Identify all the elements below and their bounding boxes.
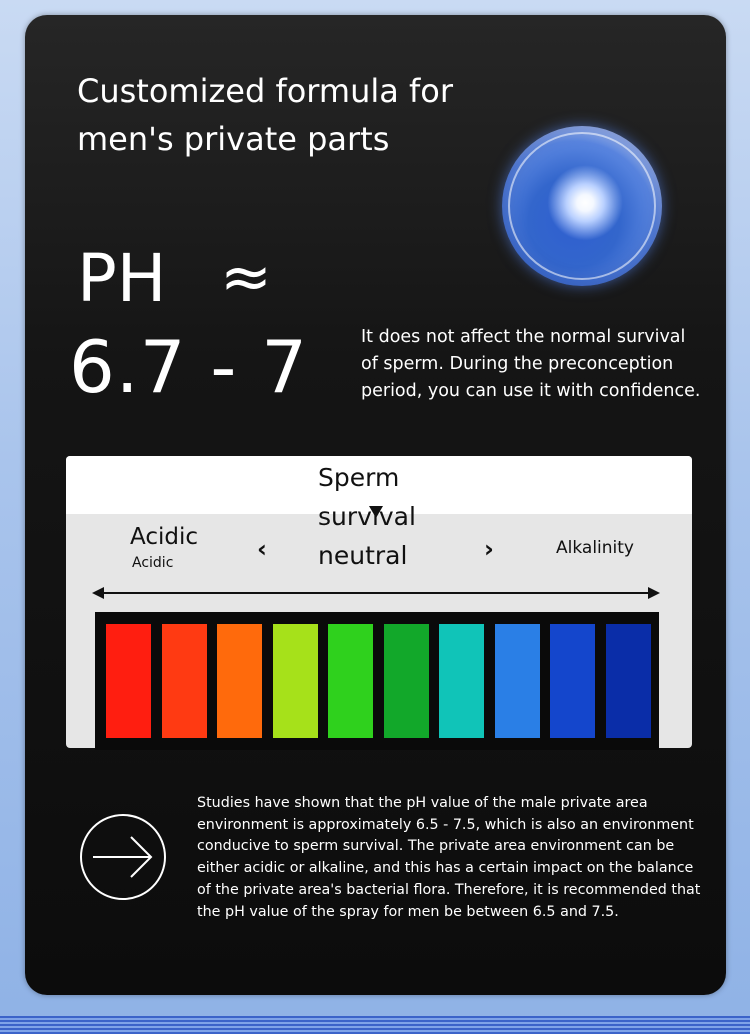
ph-swatch: [106, 624, 151, 738]
acidic-sublabel: Acidic: [132, 555, 174, 571]
headline-line-2: men's private parts: [77, 120, 390, 158]
water-orb-icon: [502, 126, 662, 286]
ph-swatch: [439, 624, 484, 738]
ph-swatch: [550, 624, 595, 738]
center-label-line-1: Sperm: [318, 463, 400, 492]
approx-symbol: ≈: [220, 240, 272, 313]
center-label-line-3: neutral: [318, 541, 408, 570]
alkaline-label: Alkalinity: [556, 538, 634, 558]
ph-swatch: [495, 624, 540, 738]
neutral-center-label: [318, 458, 416, 575]
ph-swatch: [328, 624, 373, 738]
acidic-label: Acidic: [130, 524, 199, 550]
headline-line-1: Customized formula for: [77, 72, 454, 110]
headline: [77, 67, 453, 163]
study-paragraph: Studies have shown that the pH value of the male private area environment is approximately 6.5 - 7.5, which is also an environment conducive to sperm survival. The private area environment can be either acidic or alkaline, and this has a certain impact on the balance of the private area's bacterial flora. Therefore, it is recommended that the pH value of the spray for men be between 6.5 and 7.5.: [197, 795, 701, 920]
ph-label: PH: [77, 240, 167, 317]
center-label-line-2: survival: [318, 502, 416, 531]
chevron-right-icon: ›: [484, 535, 494, 563]
ph-swatch: [384, 624, 429, 738]
info-card: [25, 15, 726, 995]
ph-swatch: [606, 624, 651, 738]
neutral-marker-icon: [369, 506, 383, 518]
ph-swatch: [162, 624, 207, 738]
ph-color-scale: [95, 612, 659, 750]
bottom-stripes: [0, 1016, 750, 1034]
double-arrow-axis-icon: [92, 586, 660, 600]
sperm-safety-note: It does not affect the normal survival of sperm. During the preconception period, you can use it with confidence.: [361, 327, 701, 401]
chevron-left-icon: ‹: [257, 535, 267, 563]
ph-scale-panel: [66, 456, 692, 748]
ph-range: 6.7 - 7: [69, 325, 309, 409]
ph-swatch: [273, 624, 318, 738]
arrow-right-circle-icon: [79, 813, 167, 901]
ph-swatch: [217, 624, 262, 738]
